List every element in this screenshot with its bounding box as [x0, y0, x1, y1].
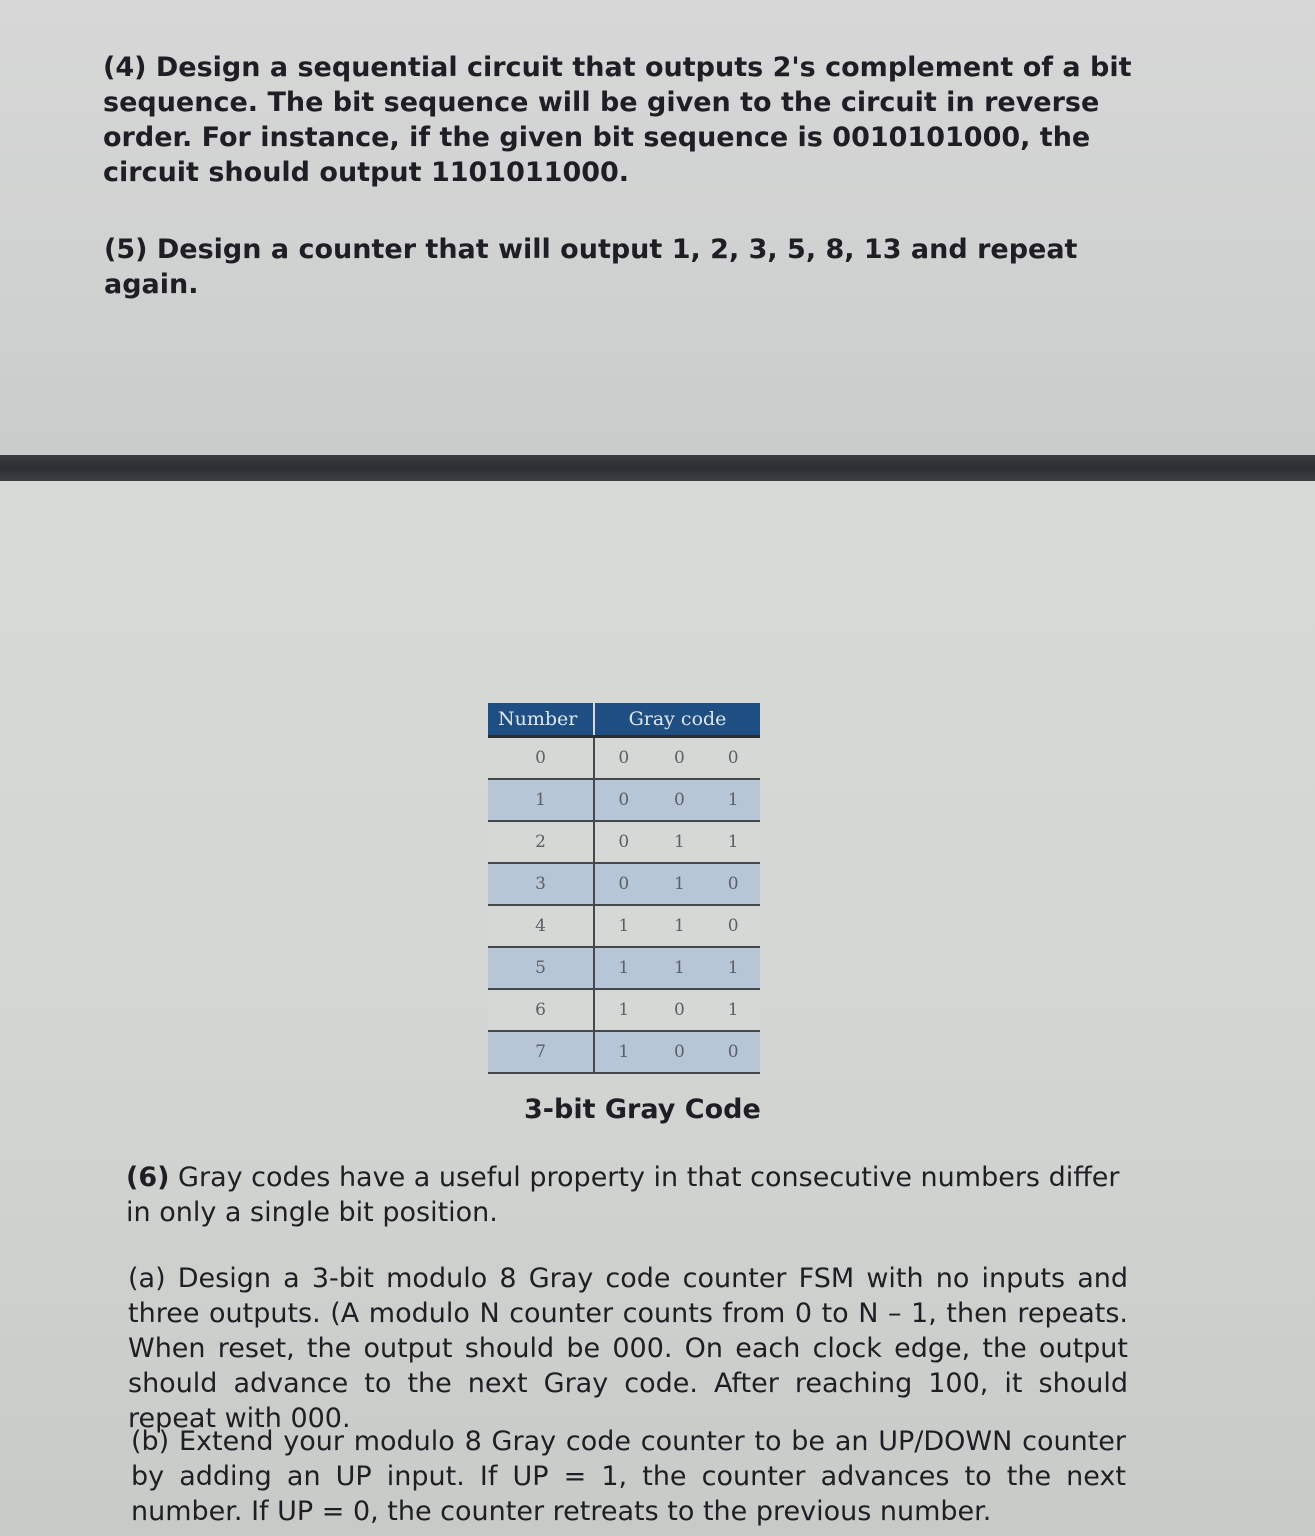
table-row	[488, 905, 760, 947]
table-row	[488, 989, 760, 1031]
gray-bit-cell: 1	[594, 905, 653, 947]
question-4-emphasis: reverse order	[103, 87, 1100, 153]
gray-bit-cell: 0	[706, 737, 760, 780]
table-row	[488, 779, 760, 821]
gray-bit-cell: 1	[706, 947, 760, 989]
table-row	[488, 863, 760, 905]
header-number: Number	[488, 703, 594, 737]
gray-bit-cell: 0	[706, 905, 760, 947]
header-gray-code: Gray code	[594, 703, 760, 737]
gray-bit-cell: 0	[594, 821, 653, 863]
table-row	[488, 947, 760, 989]
gray-bit-cell: 0	[653, 779, 707, 821]
gray-bit-cell: 1	[706, 989, 760, 1031]
gray-bit-cell: 1	[706, 779, 760, 821]
gray-bit-cell: 1	[653, 821, 707, 863]
page-divider	[0, 455, 1315, 481]
number-cell: 1	[488, 779, 594, 821]
table-row	[488, 1031, 760, 1073]
gray-bit-cell: 1	[653, 905, 707, 947]
question-6-text: Gray codes have a useful property in that consecutive numbers differ in only a single bit position.	[126, 1162, 1120, 1228]
table-body	[488, 737, 760, 1074]
question-4	[103, 50, 1183, 190]
question-6a: (a) Design a 3-bit modulo 8 Gray code counter FSM with no inputs and three outputs. (A modulo N counter counts from 0 to N – 1, then repeats. When reset, the output should be 000. On each clock edge, the output should advance to the next Gray code. After reaching 100, it should repeat with 000.	[128, 1263, 1128, 1434]
gray-bit-cell: 0	[653, 1031, 707, 1073]
gray-code-table	[488, 703, 760, 1074]
gray-bit-cell: 1	[594, 989, 653, 1031]
gray-bit-cell: 1	[706, 821, 760, 863]
question-6	[126, 1160, 1136, 1230]
gray-bit-cell: 1	[594, 947, 653, 989]
gray-bit-cell: 0	[594, 737, 653, 780]
gray-bit-cell: 0	[706, 863, 760, 905]
question-4-text-1: (4) Design a sequential circuit that outputs 2's complement of a bit sequence. The bit sequence will be given to the circuit in	[103, 52, 1132, 118]
number-cell: 2	[488, 821, 594, 863]
table-header-row	[488, 703, 760, 737]
gray-bit-cell: 0	[594, 779, 653, 821]
table-row	[488, 821, 760, 863]
gray-bit-cell: 1	[594, 1031, 653, 1073]
number-cell: 3	[488, 863, 594, 905]
gray-bit-cell: 0	[594, 863, 653, 905]
question-6b: (b) Extend your modulo 8 Gray code counter to be an UP/DOWN counter by adding an UP input. If UP = 1, the counter advances to the next number. If UP = 0, the counter retreats to the previous number.	[131, 1426, 1126, 1527]
question-4-text-2: . For instance, if the given bit sequence is 0010101000, the circuit should output 1101011000.	[103, 122, 1091, 188]
number-cell: 6	[488, 989, 594, 1031]
gray-bit-cell: 0	[706, 1031, 760, 1073]
table-caption: 3-bit Gray Code	[524, 1094, 761, 1125]
table-row	[488, 737, 760, 780]
gray-bit-cell: 0	[653, 737, 707, 780]
number-cell: 0	[488, 737, 594, 780]
question-6-label: (6)	[126, 1162, 170, 1193]
number-cell: 5	[488, 947, 594, 989]
number-cell: 4	[488, 905, 594, 947]
gray-bit-cell: 1	[653, 863, 707, 905]
number-cell: 7	[488, 1031, 594, 1073]
gray-bit-cell: 1	[653, 947, 707, 989]
question-5: (5) Design a counter that will output 1, 2, 3, 5, 8, 13 and repeat again.	[104, 234, 1078, 300]
gray-bit-cell: 0	[653, 989, 707, 1031]
